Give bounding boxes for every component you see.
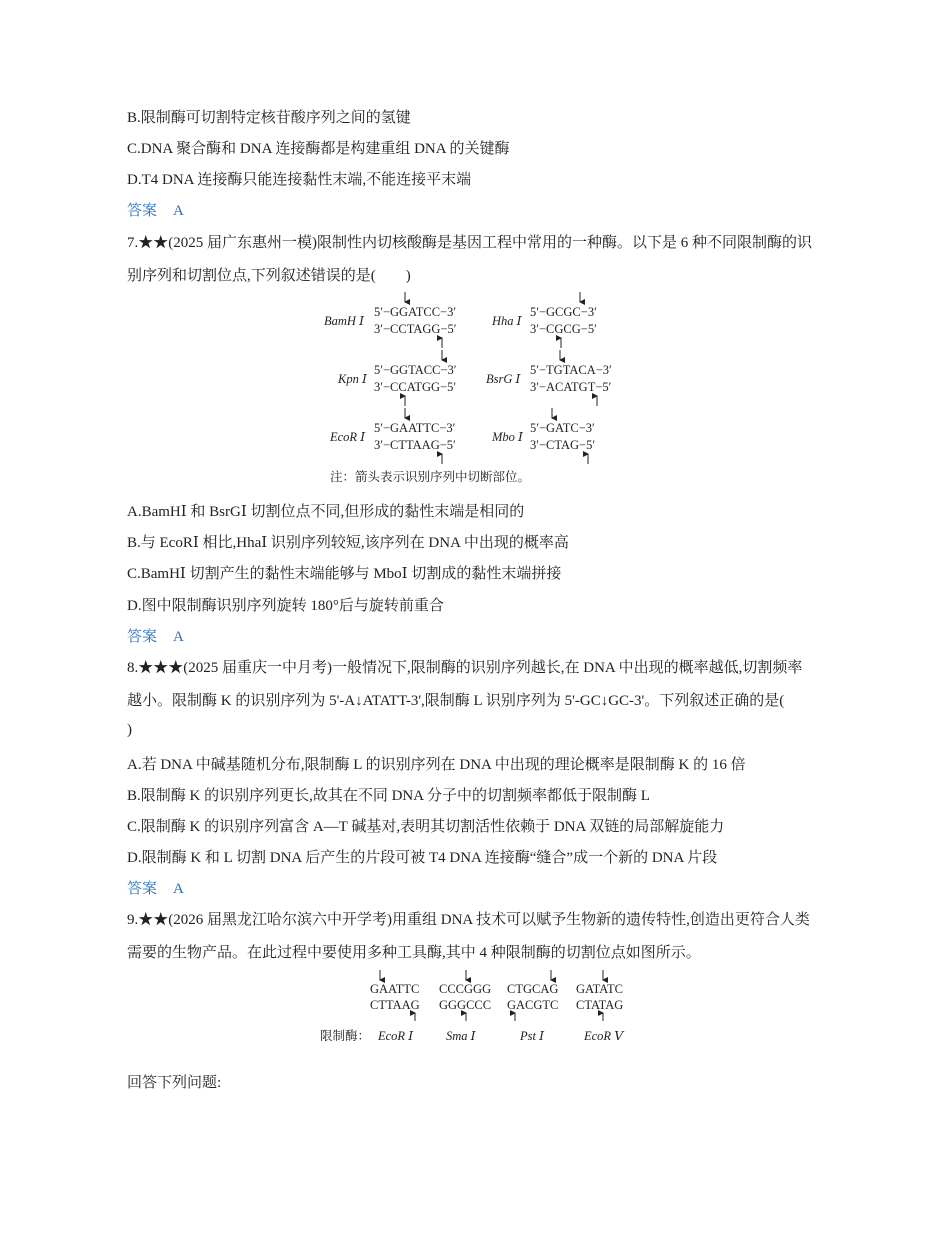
q9-prompt: 回答下列问题: (127, 1075, 222, 1091)
enzyme-name-ecori: EcoR Ⅰ (330, 430, 366, 444)
enzyme-name-smai: Sma Ⅰ (446, 1029, 476, 1043)
enzyme-top-bamhi: 5′−GGATCC−3′ (374, 305, 457, 319)
enzyme-name-kpni: Kpn Ⅰ (338, 372, 367, 386)
seq-bottom-ecori: CTTAAG (370, 998, 420, 1012)
enzyme-bottom-mboi: 3′−CTAG−5′ (530, 438, 596, 452)
q6-option-d: D.T4 DNA 连接酶只能连接黏性末端,不能连接平末端 (127, 172, 472, 188)
q6-answer (127, 199, 184, 220)
q8-stem-line1: 8.★★★(2025 届重庆一中月考)一般情况下,限制酶的识别序列越长,在 DNA 中出现的概率越低,切割频率 (127, 660, 803, 676)
enzyme-name-ecorv: EcoR Ⅴ (584, 1029, 624, 1043)
q8-option-a: A.若 DNA 中碱基随机分布,限制酶 L 的识别序列在 DNA 中出现的理论概率是限制酶 K 的 16 倍 (127, 757, 746, 773)
q7-option-a: A.BamHⅠ 和 BsrGⅠ 切割位点不同,但形成的黏性末端是相同的 (127, 504, 525, 520)
q8-stem-line2: 越小。限制酶 K 的识别序列为 5'-A↓ATATT-3',限制酶 L 识别序列为 5'-GC↓GC-3'。下列叙述正确的是( (127, 693, 785, 709)
enzyme-name-mboi: Mbo Ⅰ (492, 430, 523, 444)
enzyme-bottom-hhai: 3′−CGCG−5′ (530, 322, 597, 336)
q8-option-d: D.限制酶 K 和 L 切割 DNA 后产生的片段可被 T4 DNA 连接酶“缝合”成一个新的 DNA 片段 (127, 850, 718, 866)
q8-option-c: C.限制酶 K 的识别序列富含 A—T 碱基对,表明其切割活性依赖于 DNA 双链的局部解旋能力 (127, 819, 725, 835)
enzyme-label: 限制酶： (320, 1029, 371, 1043)
q9-enzyme-figure (318, 967, 638, 1047)
answer-label: 答案 (127, 881, 158, 897)
answer-value: A (173, 629, 184, 645)
enzyme-bottom-bsrgi: 3′−ACATGT−5′ (530, 380, 612, 394)
q6-option-c: C.DNA 聚合酶和 DNA 连接酶都是构建重组 DNA 的关键酶 (127, 141, 510, 157)
enzyme-name-hhai: Hha Ⅰ (492, 314, 522, 328)
q8-option-b: B.限制酶 K 的识别序列更长,故其在不同 DNA 分子中的切割频率都低于限制酶 L (127, 788, 650, 804)
enzyme-top-bsrgi: 5′−TGTACA−3′ (530, 363, 612, 377)
enzyme-top-hhai: 5′−GCGC−3′ (530, 305, 597, 319)
enzyme-name-bsrgi: BsrG Ⅰ (486, 372, 521, 386)
seq-top-ecori: GAATTC (370, 982, 420, 996)
q7-stem-line2: 别序列和切割位点,下列叙述错误的是( ) (127, 268, 411, 284)
enzyme-name-bamhi: BamH Ⅰ (324, 314, 365, 328)
q7-answer (127, 625, 184, 646)
enzyme-top-ecori: 5′−GAATTC−3′ (374, 421, 456, 435)
seq-bottom-ecorv: CTATAG (576, 998, 624, 1012)
q9-stem-line1: 9.★★(2026 届黑龙江哈尔滨六中开学考)用重组 DNA 技术可以赋予生物新的遗传特性,创造出更符合人类 (127, 912, 810, 928)
q7-option-b: B.与 EcoRⅠ 相比,HhaⅠ 识别序列较短,该序列在 DNA 中出现的概率高 (127, 535, 569, 551)
figure-note: 注：箭头表示识别序列中切断部位。 (330, 470, 531, 484)
answer-value: A (173, 881, 184, 897)
seq-bottom-psti: GACGTC (507, 998, 559, 1012)
enzyme-name-psti: Pst Ⅰ (520, 1029, 545, 1043)
answer-label: 答案 (127, 203, 158, 219)
seq-top-ecorv: GATATC (576, 982, 623, 996)
seq-top-smai: CCCGGG (439, 982, 492, 996)
enzyme-bottom-ecori: 3′−CTTAAG−5′ (374, 438, 456, 452)
answer-value: A (173, 203, 184, 219)
enzyme-name-ecori: EcoR Ⅰ (378, 1029, 414, 1043)
q7-enzyme-figure (320, 288, 640, 488)
q6-option-b: B.限制酶可切割特定核苷酸序列之间的氢键 (127, 110, 411, 126)
seq-bottom-smai: GGGCCC (439, 998, 492, 1012)
q7-option-d: D.图中限制酶识别序列旋转 180°后与旋转前重合 (127, 598, 444, 614)
enzyme-top-kpni: 5′−GGTACC−3′ (374, 363, 457, 377)
enzyme-bottom-bamhi: 3′−CCTAGG−5′ (374, 322, 457, 336)
q9-stem-line2: 需要的生物产品。在此过程中要使用多种工具酶,其中 4 种限制酶的切割位点如图所示。 (127, 945, 701, 961)
q8-stem-line3: ) (127, 722, 132, 738)
enzyme-bottom-kpni: 3′−CCATGG−5′ (374, 380, 457, 394)
answer-label: 答案 (127, 629, 158, 645)
seq-top-psti: CTGCAG (507, 982, 559, 996)
q8-answer (127, 877, 184, 898)
q7-option-c: C.BamHⅠ 切割产生的黏性末端能够与 MboⅠ 切割成的黏性末端拼接 (127, 566, 562, 582)
q7-stem-line1: 7.★★(2025 届广东惠州一模)限制性内切核酸酶是基因工程中常用的一种酶。以下是 6 种不同限制酶的识 (127, 235, 812, 251)
enzyme-top-mboi: 5′−GATC−3′ (530, 421, 595, 435)
